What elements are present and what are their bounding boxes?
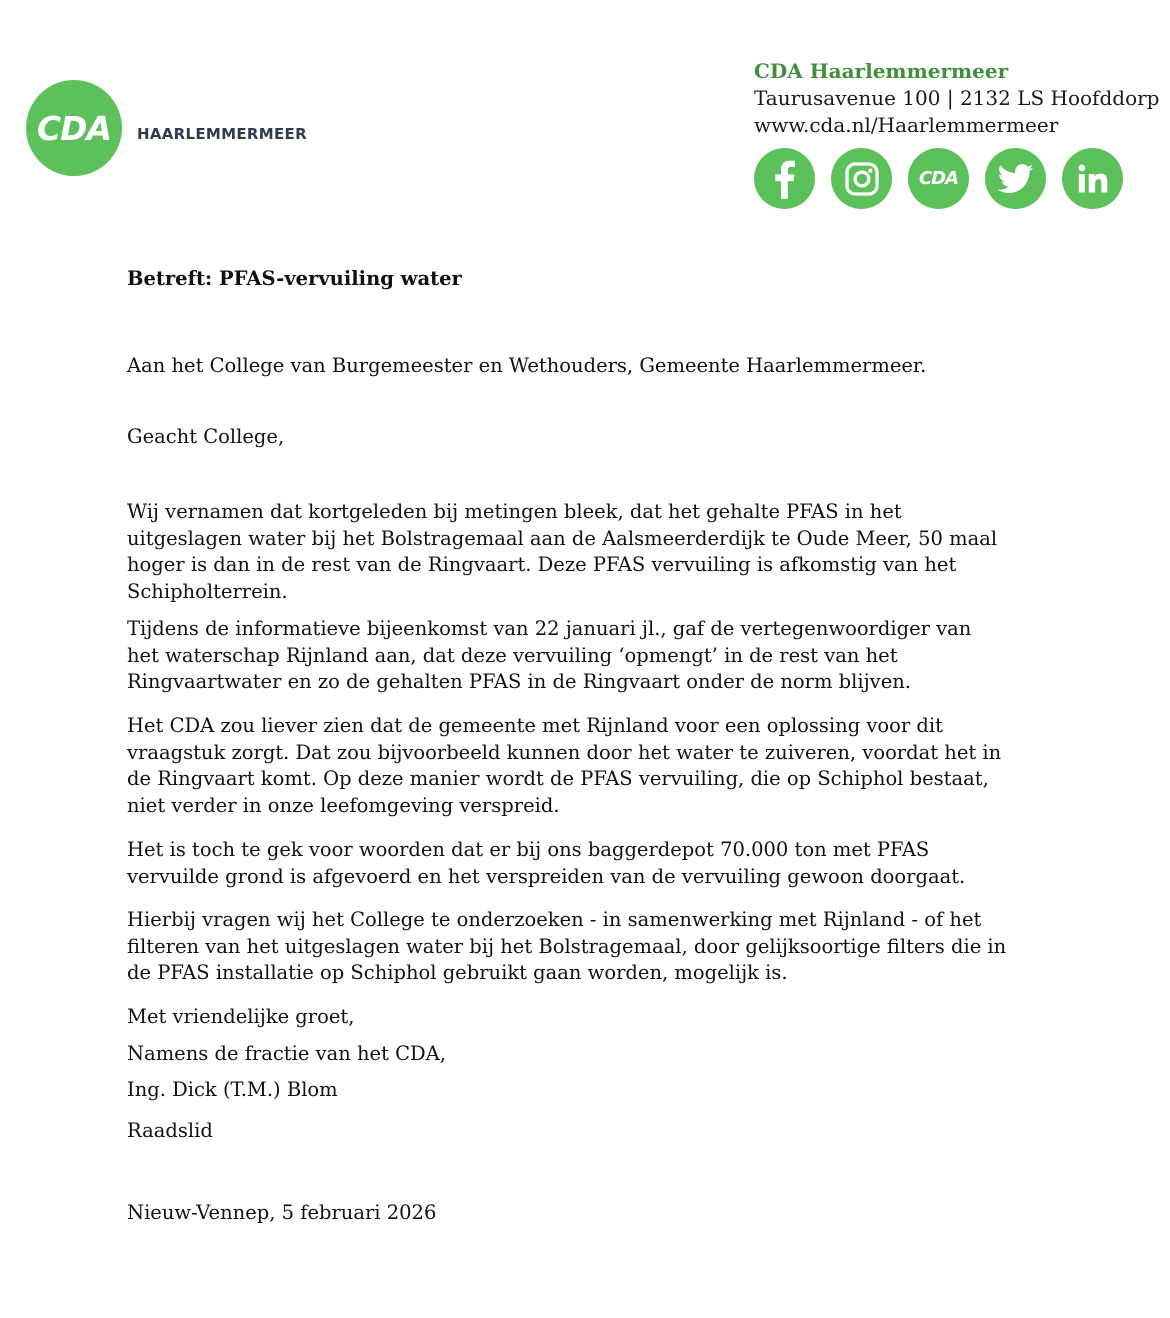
contact-block [754,58,1159,139]
closing: Met vriendelijke groet, [127,1005,355,1028]
paragraph-5: Hierbij vragen wij het College te onderzoeken - in samenwerking met Rijnland - of het filteren van het uitgeslagen water bij het Bolstragemaal, door gelijksoortige filters die in de PFAS installatie op Schiphol gebruikt gaan worden, mogelijk is. [127,908,1007,984]
place-date: Nieuw-Vennep, 5 februari 2026 [127,1201,437,1224]
subject-line: Betreft: PFAS-vervuiling water [127,267,462,290]
cda-icon[interactable] [908,148,969,209]
paragraph-1: Wij vernamen dat kortgeleden bij metingen bleek, dat het gehalte PFAS in het uitgeslagen water bij het Bolstragemaal aan de Aalsmeerderdijk te Oude Meer, 50 maal hoger is dan in de rest van de Ringvaart. Deze PFAS vervuiling is afkomstig van het Schipholterrein. [127,500,998,603]
addressee: Aan het College van Burgemeester en Wethouders, Gemeente Haarlemmermeer. [127,354,927,377]
cda-icon-text: CDA [918,168,959,189]
paragraph-4: Het is toch te gek voor woorden dat er bij ons baggerdepot 70.000 ton met PFAS vervuilde grond is afgevoerd en het verspreiden van de vervuiling gewoon doorgaat. [127,838,966,888]
linkedin-icon[interactable] [1062,148,1123,209]
signatory-name: Ing. Dick (T.M.) Blom [127,1078,338,1101]
facebook-icon[interactable] [754,148,815,209]
salutation: Geacht College, [127,425,285,448]
paragraph-3: Het CDA zou liever zien dat de gemeente met Rijnland voor een oplossing voor dit vraagstuk zorgt. Dat zou bijvoorbeeld kunnen door het water te zuiveren, voordat het in de Ringvaart komt. Op deze manier wordt de PFAS vervuiling, die op Schiphol bestaat, niet verder in onze leefomgeving verspreid. [127,714,1002,817]
website-link[interactable]: www.cda.nl/Haarlemmermeer [754,113,1059,137]
instagram-icon[interactable] [831,148,892,209]
twitter-icon[interactable] [985,148,1046,209]
address: Taurusavenue 100 | 2132 LS Hoofddorp [754,86,1160,110]
cda-logo-text: HAARLEMMERMEER [137,125,307,143]
social-links [754,148,1123,209]
cda-logo-mark: CDA [26,80,122,176]
cda-logo [26,80,307,176]
on-behalf-line: Namens de fractie van het CDA, [127,1042,446,1065]
paragraph-2: Tijdens de informatieve bijeenkomst van 22 januari jl., gaf de vertegenwoordiger van het waterschap Rijnland aan, dat deze vervuiling ‘opmengt’ in de rest van het Ringvaartwater en zo de gehalten PFAS in de Ringvaart onder de norm blijven. [127,617,972,693]
signatory-role: Raadslid [127,1119,213,1142]
organization-name: CDA Haarlemmermeer [754,59,1009,83]
